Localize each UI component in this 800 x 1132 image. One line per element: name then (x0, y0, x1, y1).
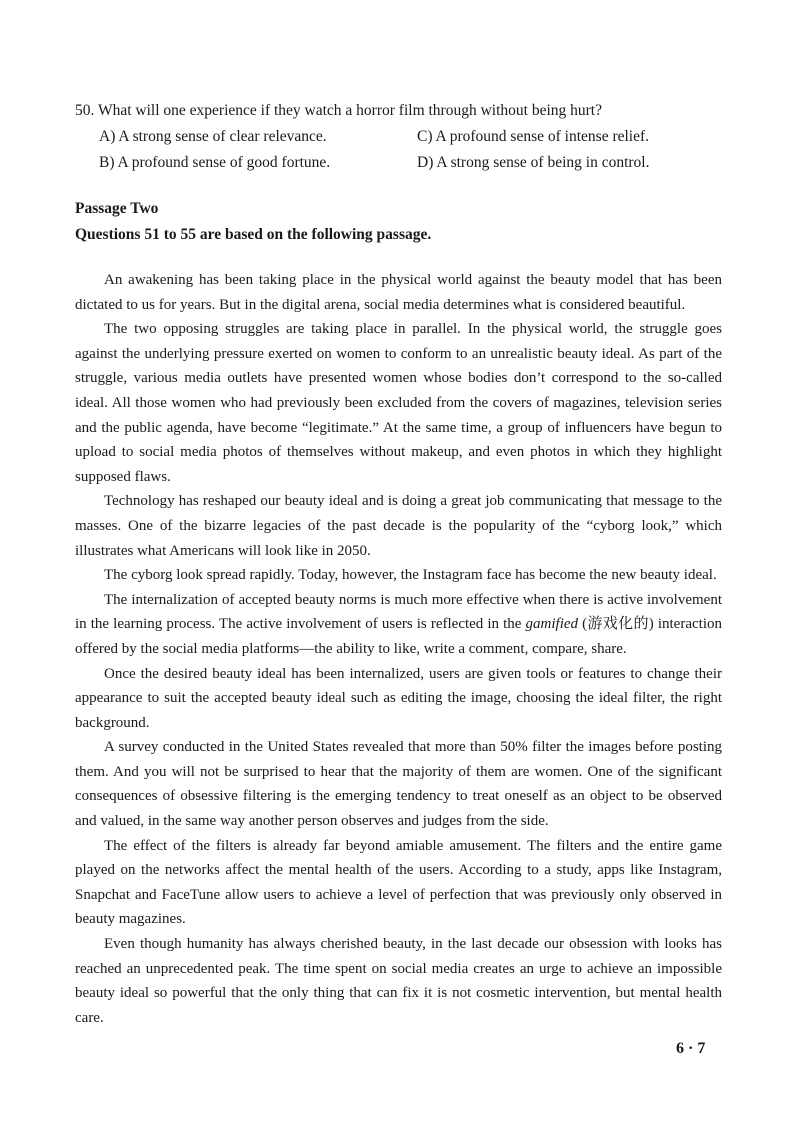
paragraph-5-before: The internalization of accepted beauty norms is much more effective when there is active involvement in the learning process. The active involvement of users is reflected in the (75, 591, 722, 633)
option-c: C) A profound sense of intense relief. (417, 128, 650, 145)
gamified-term: gamified (525, 616, 579, 633)
question-50-stem: 50. What will one experience if they watch a horror film through without being hurt? (75, 102, 602, 119)
question-50-options (75, 124, 722, 176)
paragraph-9: Even though humanity has always cherished beauty, in the last decade our obsession with looks has reached an unprecedented peak. The time spent on social media creates an urge to achieve an impossible beauty ideal so powerful that the only thing that can fix it is not cosmetic intervention, but mental health care. (75, 936, 722, 1026)
paragraph-6: Once the desired beauty ideal has been internalized, users are given tools or features to change their appearance to suit the accepted beauty ideal such as editing the image, choosing the ideal filter, the right background. (75, 665, 722, 731)
paragraph-3: Technology has reshaped our beauty ideal and is doing a great job communicating that message to the masses. One of the bizarre legacies of the past decade is the popularity of the “cyborg look,” which illustrates what Americans will look like in 2050. (75, 493, 722, 559)
exam-page (75, 98, 722, 1030)
page-number: 6 · 7 (676, 1040, 706, 1057)
paragraph-5-after: (游戏化的) interaction offered by the social media platforms—the ability to like, write a comment, compare, share. (75, 616, 722, 657)
paragraph-5 (75, 588, 722, 662)
paragraph-4: The cyborg look spread rapidly. Today, however, the Instagram face has become the new beauty ideal. (104, 567, 717, 584)
option-d: D) A strong sense of being in control. (417, 154, 650, 171)
passage-body (75, 268, 722, 1030)
option-b: B) A profound sense of good fortune. (99, 154, 331, 171)
passage-two-instruction: Questions 51 to 55 are based on the following passage. (75, 226, 432, 243)
paragraph-8: The effect of the filters is already far beyond amiable amusement. The filters and the entire game played on the networks affect the mental health of the users. According to a study, apps like Instagram, Snapchat and FaceTune allow users to achieve a level of perfection that was previously only observed in beauty magazines. (75, 837, 722, 928)
paragraph-1: An awakening has been taking place in the physical world against the beauty model that has been dictated to us for years. But in the digital arena, social media determines what is considered beautiful. (75, 272, 722, 313)
option-a: A) A strong sense of clear relevance. (99, 128, 327, 145)
passage-two-heading: Passage Two (75, 200, 159, 217)
paragraph-7: A survey conducted in the United States revealed that more than 50% filter the images before posting them. And you will not be surprised to hear that the majority of them are women. One of the significant consequences of obsessive filtering is the emerging tendency to treat oneself as an object to be observed and valued, in the same way another person observes and judges from the side. (75, 739, 722, 830)
paragraph-2: The two opposing struggles are taking place in parallel. In the physical world, the struggle goes against the underlying pressure exerted on women to conform to an unrealistic beauty ideal. As part of the struggle, various media outlets have presented women whose bodies don’t correspond to the so-called ideal. All those women who had previously been excluded from the covers of magazines, television series and the public agenda, have become “legitimate.” At the same time, a group of influencers have begun to upload to social media photos of themselves without makeup, and even photos in which they highlight supposed flaws. (75, 321, 722, 485)
